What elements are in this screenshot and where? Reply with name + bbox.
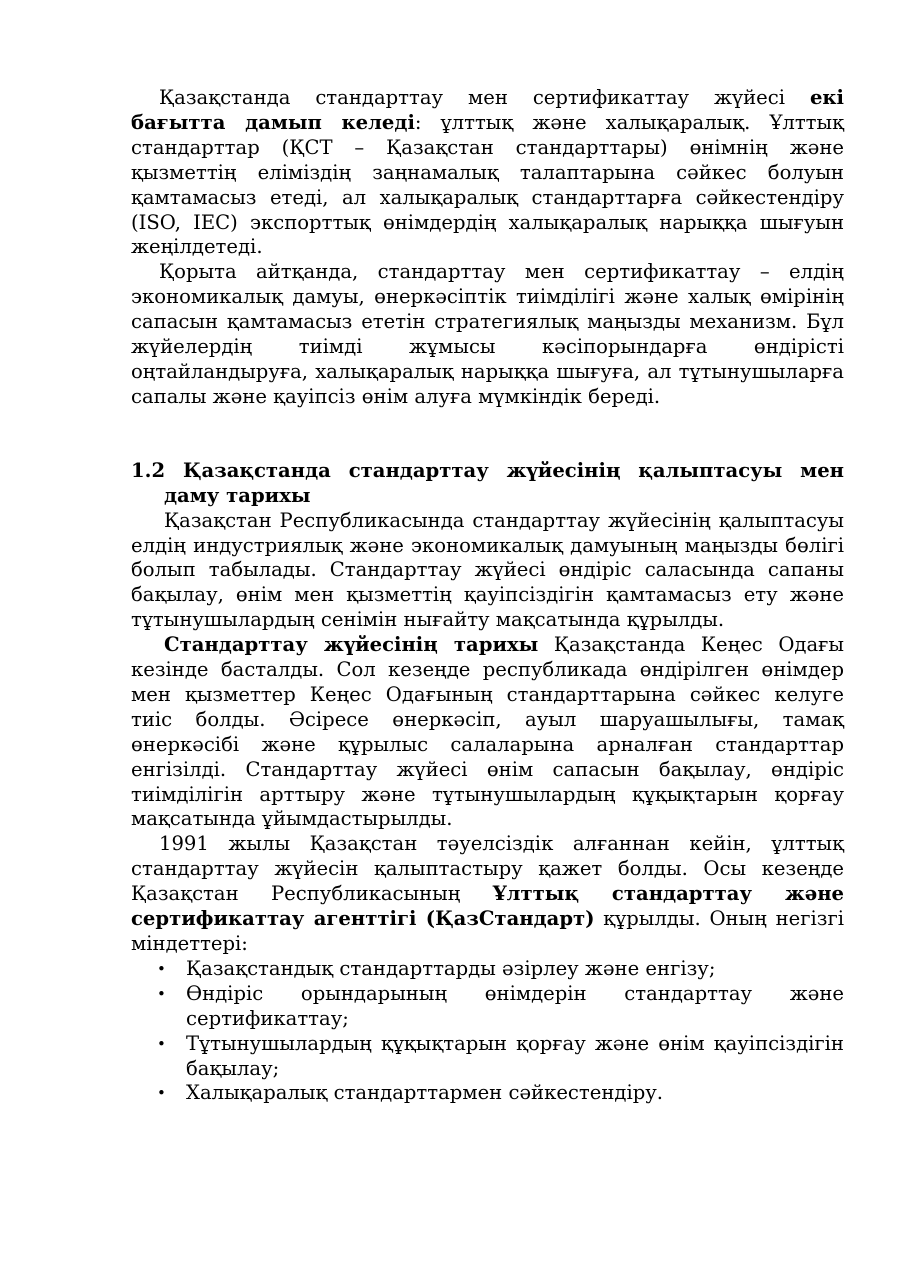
independence-rest: құрылды. Оның негізгі міндеттері: [131,907,844,955]
section-heading: 1.2 Қазақстанда стандарттау жүйесінің қалыптасуы мен даму тарихы [131,458,844,507]
list-item-text: Қазақстандық стандарттарды әзірлеу және енгізу; [186,956,716,980]
section-paragraph-1: Қазақстан Республикасында стандарттау жүйесінің қалыптасуы елдің индустриялық және экономикалық дамуының маңызды бөлігі болып табылады. Стандарттау жүйесі өндіріс саласында сапаны бақылау, өнім мен қызметтің қауіпсіздігін қамтамасыз ету және тұтынушылардың сенімін нығайту мақсатында құрылды. [131,508,844,632]
list-item-text: Халықаралық стандарттармен сәйкестендіру. [186,1081,664,1105]
agency-bold: Ұлттық стандарттау және сертификаттау агенттігі (ҚазСтандарт) [131,882,845,931]
intro-paragraph [131,86,844,260]
list-item-text: Тұтынушылардың құқықтарын қорғау және өнім қауіпсіздігін бақылау; [186,1031,844,1080]
bullet-icon: • [157,959,166,978]
intro-bold: екі бағытта дамып келеді [131,86,844,134]
list-item [157,981,844,1032]
conclusion-paragraph: Қорыта айтқанда, стандарттау мен сертификаттау – елдің экономикалық дамуы, өнеркәсіптік тиімділігі және халық өмірінің сапасын қамтамасыз ететін стратегиялық маңызды механизм. Бұл жүйелердің тиімді жұмысы кәсіпорындарға өндірісті оңтайландыруға, халықаралық нарыққа шығуға, ал тұтынушыларға сапалы және қауіпсіз өнім алуға мүмкіндік береді. [131,260,844,408]
bullet-icon: • [157,984,166,1003]
tasks-list [131,957,844,1106]
list-item [157,956,844,982]
history-bold: Стандарттау жүйесінің тарихы [164,633,539,657]
list-item-text: Өндіріс орындарының өнімдерін стандарттау және сертификаттау; [186,981,844,1030]
list-item [157,1081,844,1106]
bullet-icon: • [157,1034,166,1053]
history-rest: Қазақстанда Кеңес Одағы кезінде басталды. Сол кезеңде республикада өндірілген өнімдер мен қызметтер Кеңес Одағының стандарттарына сәйкес келуге тиіс болды. Әсіресе өнеркәсіп, ауыл шаруашылығы, тамақ өнеркәсібі және құрылыс салаларына арналған стандарттар енгізілді. Стандарттау жүйесі өнім сапасын бақылау, өндіріс тиімділігін арттыру және тұтынушылардың құқықтарын қорғау мақсатында ұйымдастырылды. [131,633,845,831]
intro-rest: : ұлттық және халықаралық. Ұлттық стандарттар (ҚСТ – Қазақстан стандарттары) өнімнің және қызметтің еліміздің заңнамалық талаптарына сәйкес болуын қамтамасыз етеді, ал халықаралық стандарттарға сәйкестендіру (ISO, IEC) экспорттық өнімдердің халықаралық нарыққа шығуын жеңілдетеді. [131,110,844,259]
bullet-icon: • [157,1084,166,1103]
document-page [131,86,844,1106]
intro-lead: Қазақстанда стандарттау мен сертификаттау жүйесі [159,86,810,109]
section-paragraph-3 [131,832,844,957]
section-paragraph-2 [131,633,844,832]
independence-lead: 1991 жылы Қазақстан тәуелсіздік алғаннан кейін, ұлттық стандарттау жүйесін қалыптастыру қажет болды. Осы кезеңде Қазақстан Республикасының [131,832,844,906]
list-item [157,1031,844,1082]
